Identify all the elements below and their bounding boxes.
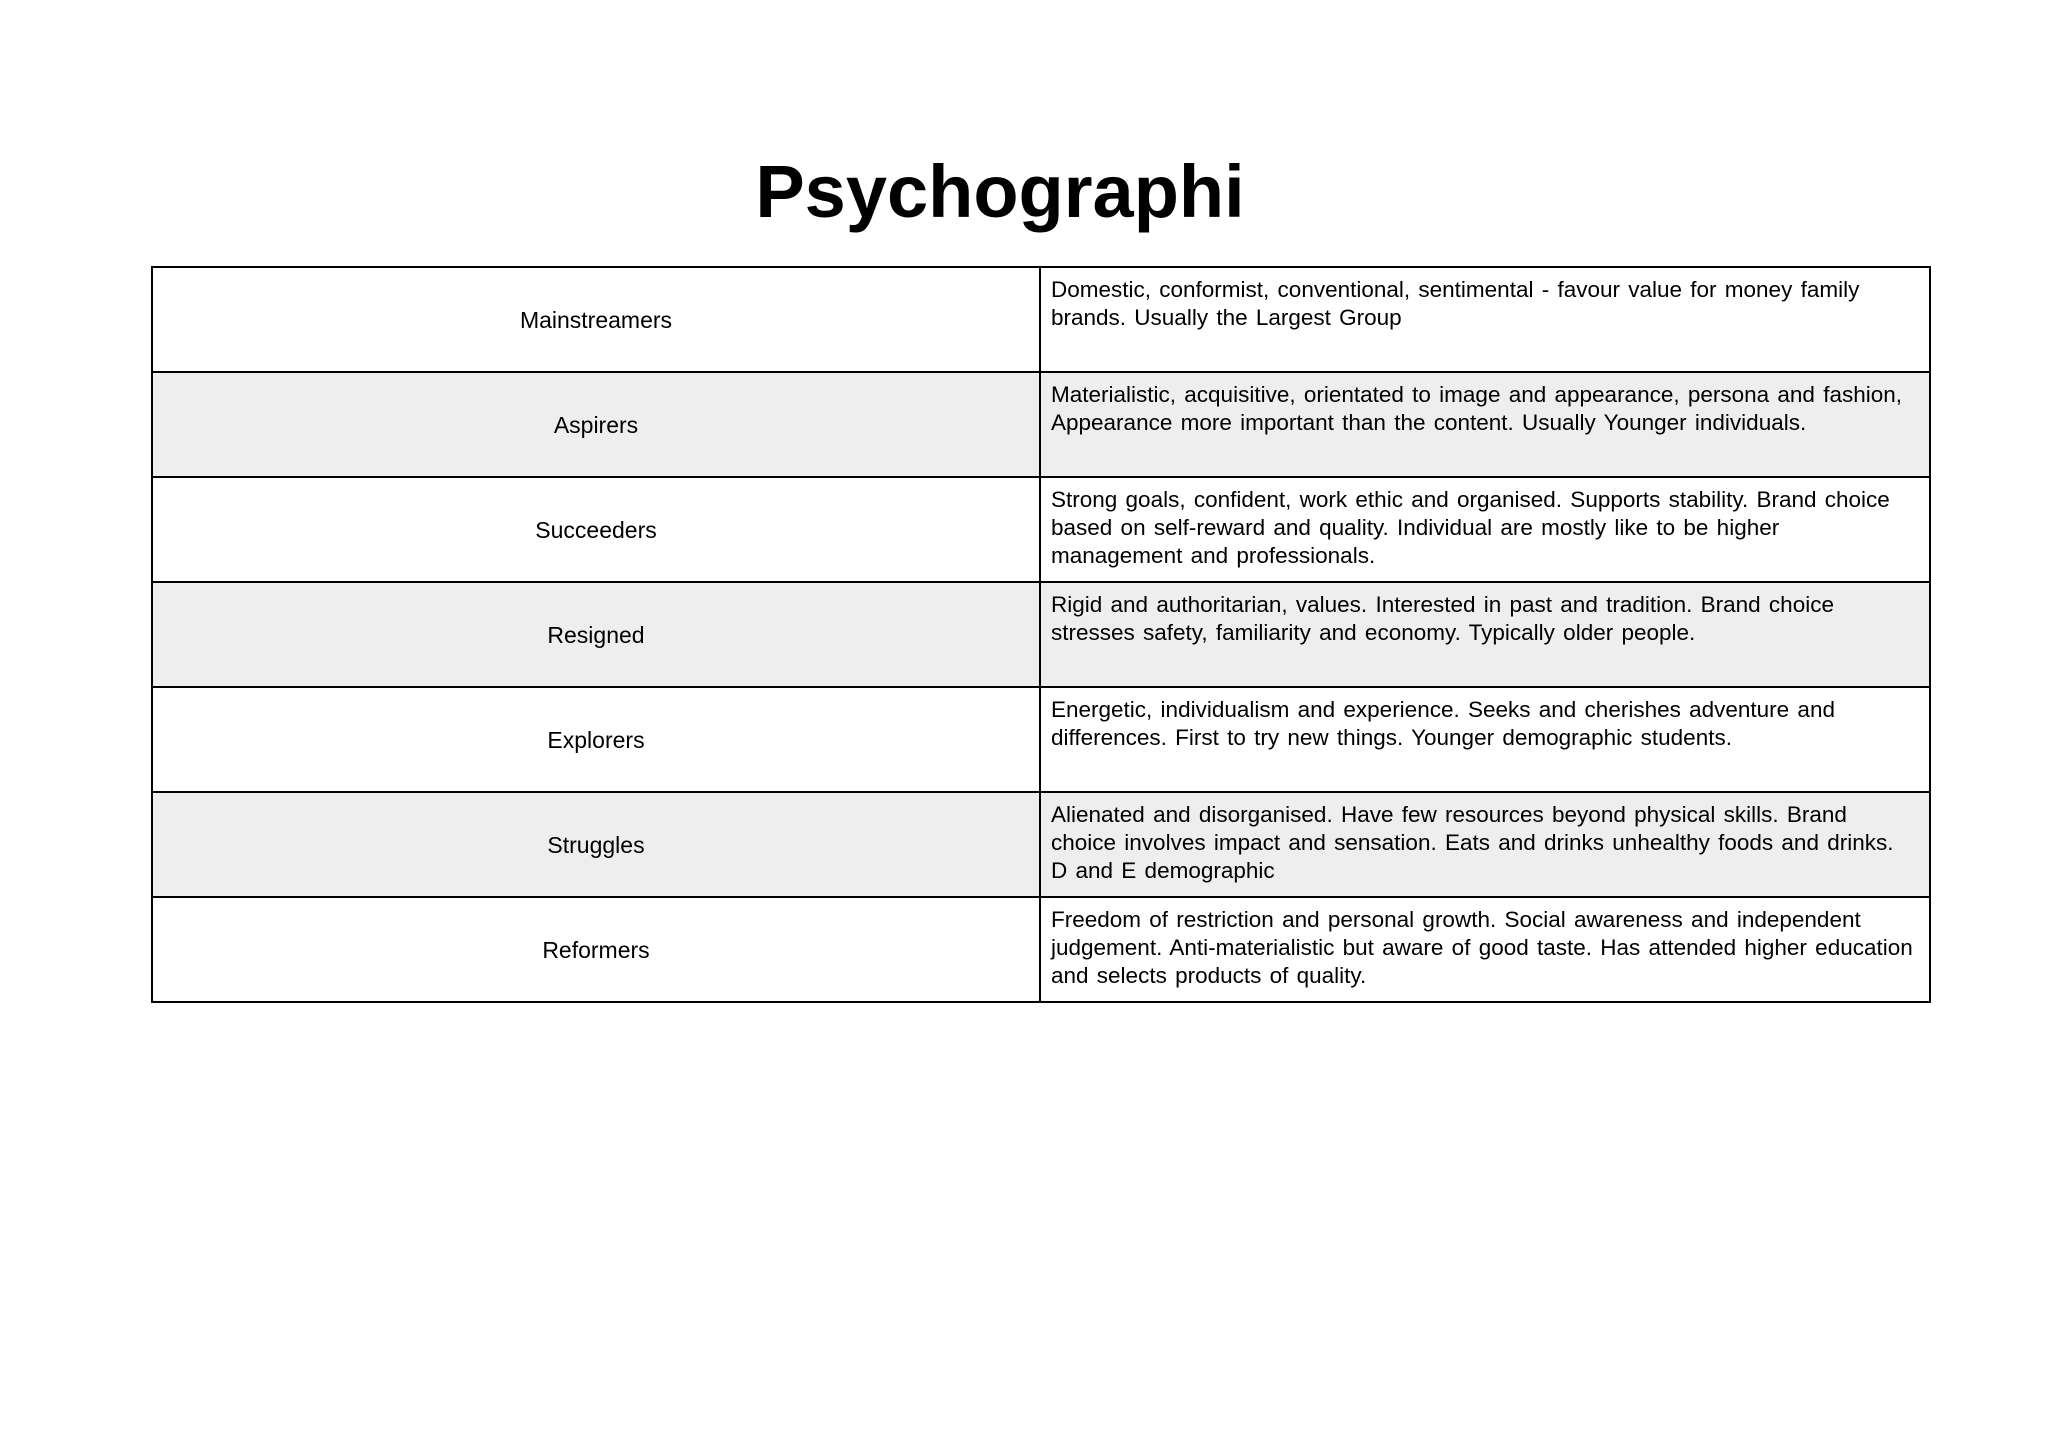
segment-description: Rigid and authoritarian, values. Interested in past and tradition. Brand choice stresses safety, familiarity and economy. Typically older people. [1040, 582, 1930, 687]
table-row [152, 792, 1930, 897]
segment-description: Strong goals, confident, work ethic and organised. Supports stability. Brand choice based on self-reward and quality. Individual are mostly like to be higher management and professionals. [1040, 477, 1930, 582]
table-row [152, 372, 1930, 477]
table-row [152, 897, 1930, 1002]
segment-label: Resigned [152, 582, 1040, 687]
table-row [152, 267, 1930, 372]
segment-label: Succeeders [152, 477, 1040, 582]
segment-label: Aspirers [152, 372, 1040, 477]
segment-label: Reformers [152, 897, 1040, 1002]
segment-description: Domestic, conformist, conventional, sentimental - favour value for money family brands. Usually the Largest Group [1040, 267, 1930, 372]
table-row [152, 477, 1930, 582]
table-row [152, 582, 1930, 687]
table-row [152, 687, 1930, 792]
segment-label: Explorers [152, 687, 1040, 792]
segment-description: Materialistic, acquisitive, orientated to image and appearance, persona and fashion, Appearance more important than the content. Usually Younger individuals. [1040, 372, 1930, 477]
segment-description: Energetic, individualism and experience. Seeks and cherishes adventure and differences. First to try new things. Younger demographic students. [1040, 687, 1930, 792]
segment-label: Struggles [152, 792, 1040, 897]
segment-label: Mainstreamers [152, 267, 1040, 372]
psychographics-table [151, 266, 1931, 1003]
page-title: Psychographi [755, 150, 1245, 233]
segment-description: Freedom of restriction and personal growth. Social awareness and independent judgement. Anti-materialistic but aware of good taste. Has attended higher education and selects products of quality. [1040, 897, 1930, 1002]
segment-description: Alienated and disorganised. Have few resources beyond physical skills. Brand choice involves impact and sensation. Eats and drinks unhealthy foods and drinks. D and E demographic [1040, 792, 1930, 897]
